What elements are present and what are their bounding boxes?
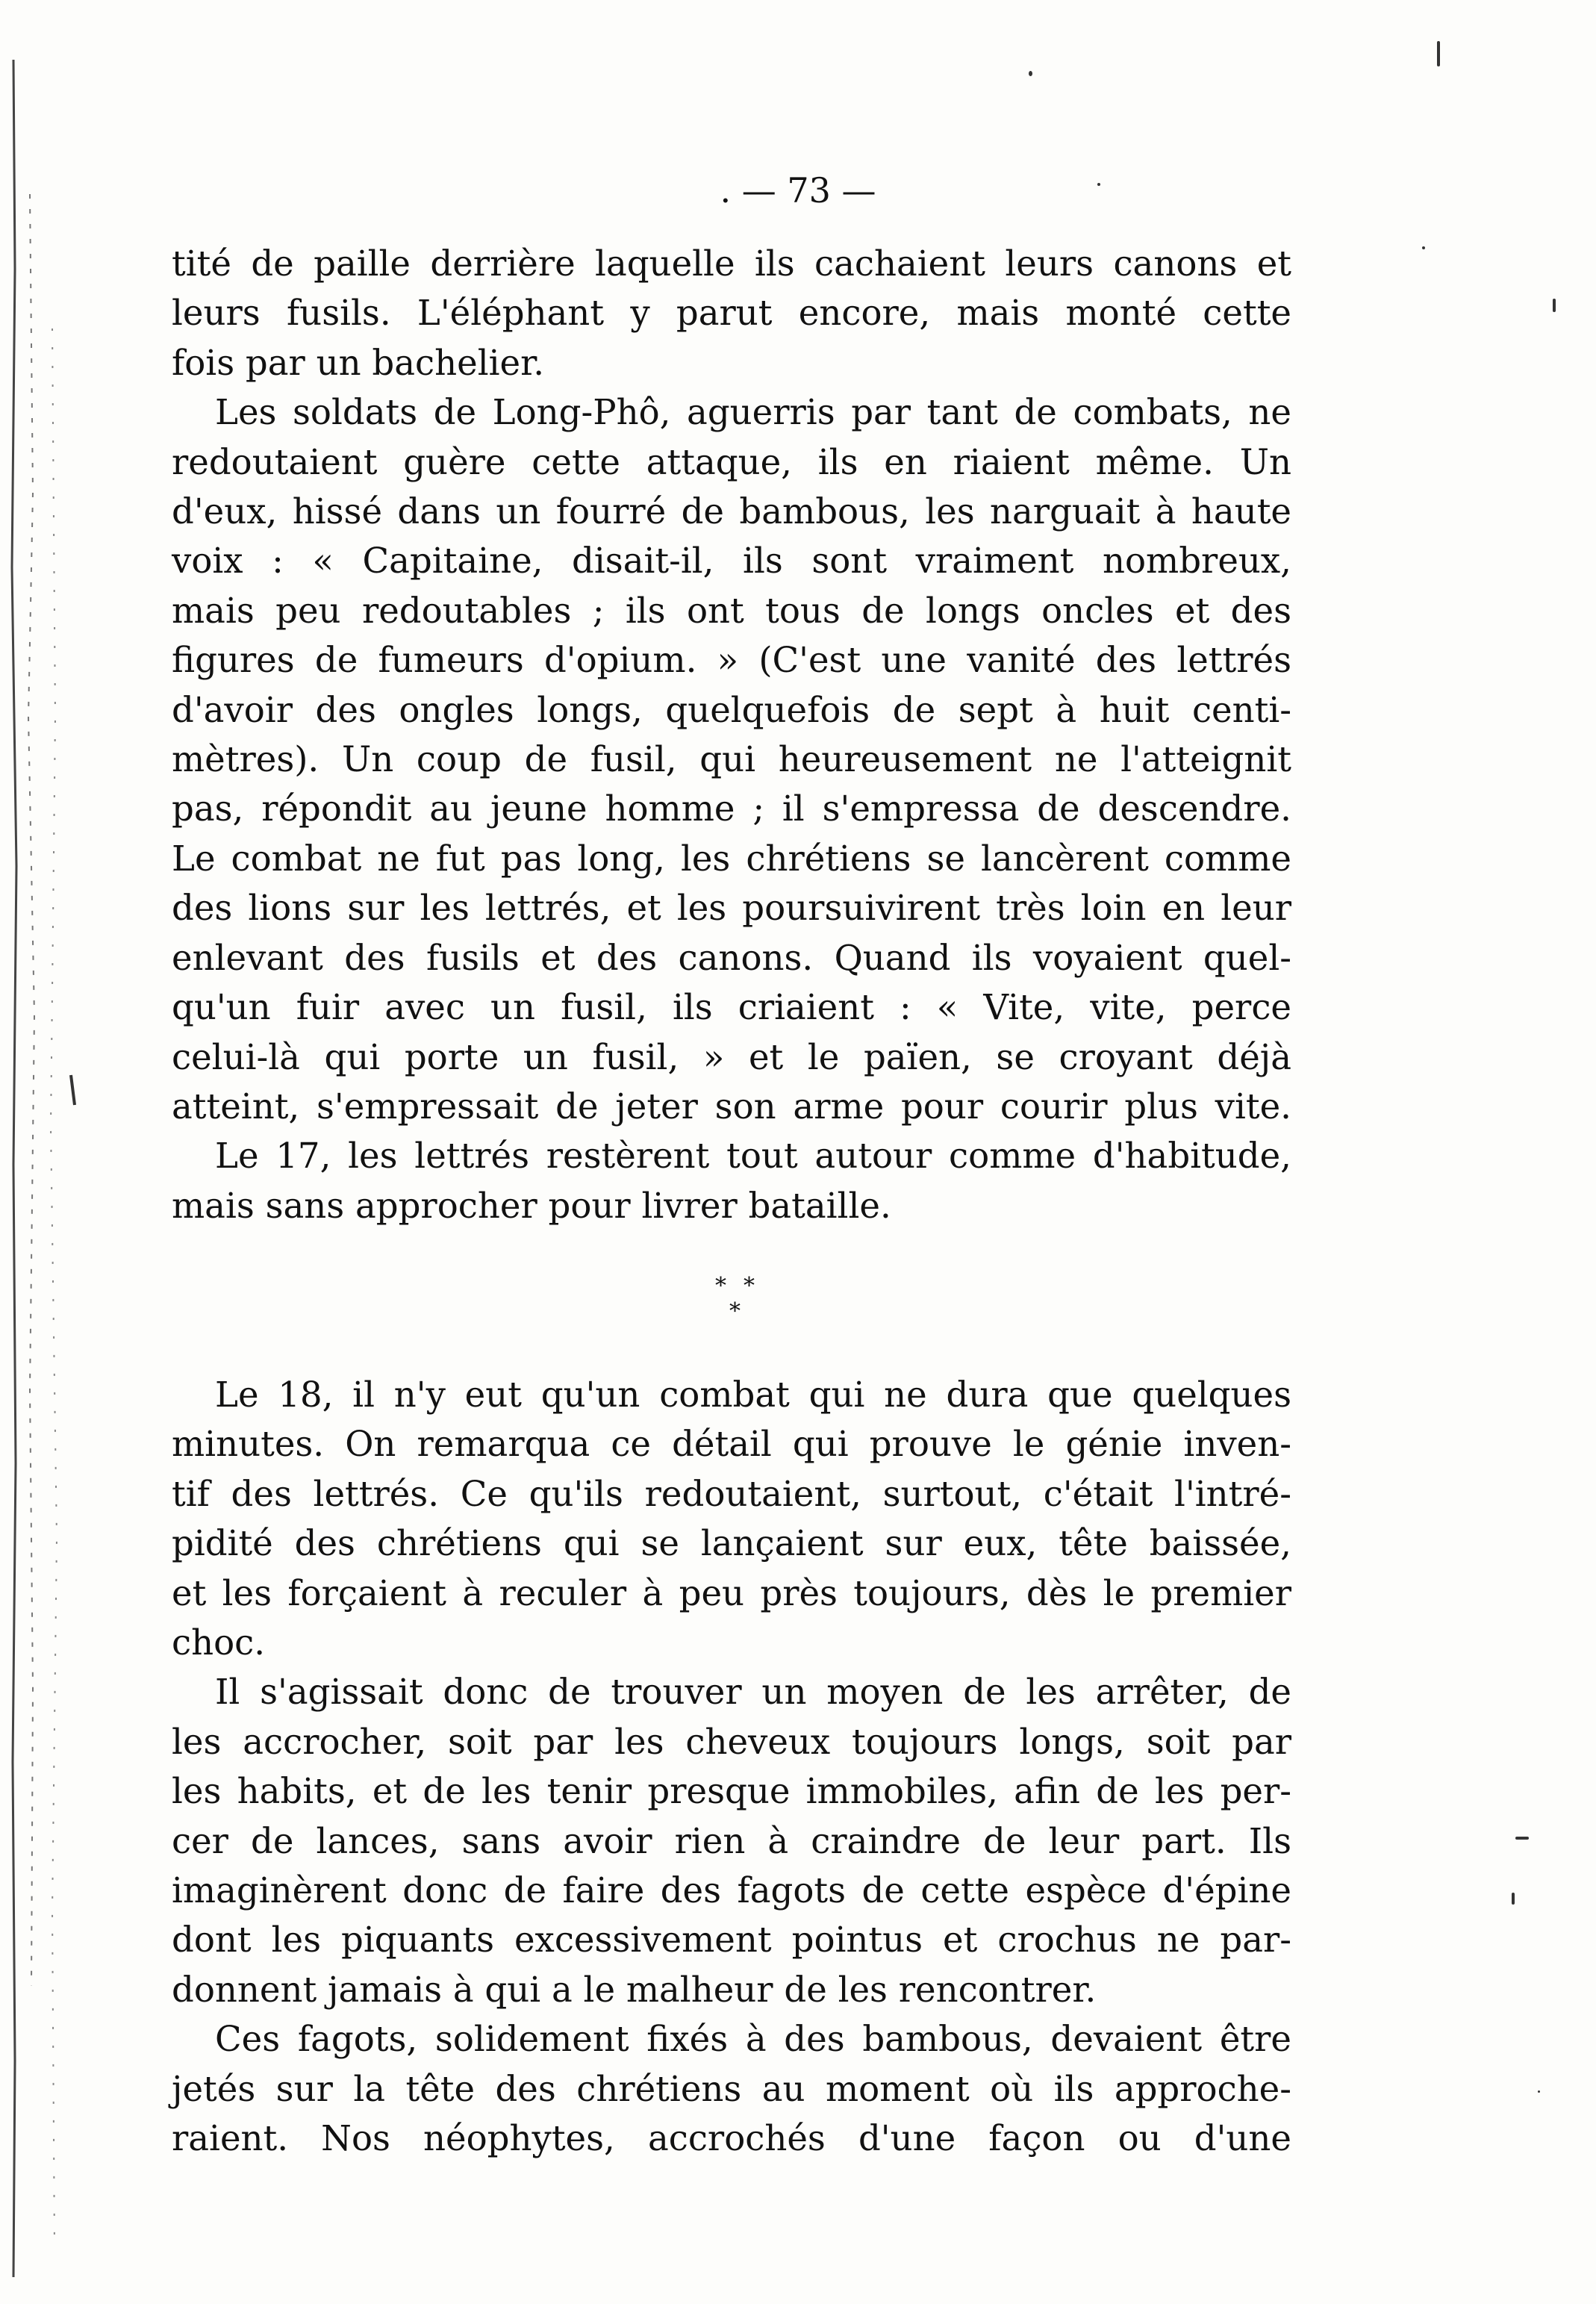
text-line: Ces fagots, solidement fixés à des bambous, devaient être	[215, 2019, 1291, 2060]
paragraph	[172, 2014, 1291, 2064]
text-line: dont les piquants excessivement pointus et crochus ne par-	[172, 1920, 1291, 1961]
text-line: les accrocher, soit par les cheveux toujours longs, soit par	[172, 1721, 1291, 1762]
text-line: pidité des chrétiens qui se lançaient sur eux, tête baissée,	[172, 1523, 1291, 1564]
paragraph	[172, 1131, 1291, 1180]
paragraph	[172, 387, 1291, 437]
scan-speck	[1437, 41, 1440, 66]
text-line: mais sans approcher pour livrer bataille.	[172, 1185, 891, 1226]
paragraph-continuation	[172, 1419, 1291, 1667]
text-line: figures de fumeurs d'opium. » (C'est une vanité des lettrés	[172, 640, 1291, 681]
text-line: Le combat ne fut pas long, les chrétiens se lancèrent comme	[172, 838, 1291, 879]
text-line: fois par un bachelier.	[172, 342, 545, 383]
asterism-icon	[0, 1269, 1596, 1329]
text-line: Le 18, il n'y eut qu'un combat qui ne dura que quelques	[215, 1374, 1291, 1415]
svg-text:*: *	[715, 1273, 726, 1299]
text-line: leurs fusils. L'éléphant y parut encore, mais monté cette	[172, 293, 1291, 334]
paragraph	[172, 239, 1291, 387]
svg-text:*: *	[744, 1273, 755, 1299]
paragraph-continuation	[172, 1181, 1291, 1230]
paragraph-continuation	[172, 438, 1291, 1132]
paragraph	[172, 1667, 1291, 1716]
text-line: enlevant des fusils et des canons. Quand ils voyaient quel-	[172, 937, 1291, 978]
text-line: Le 17, les lettrés restèrent tout autour comme d'habitude,	[215, 1136, 1291, 1177]
scan-speck	[1512, 1893, 1515, 1905]
text-line: donnent jamais à qui a le malheur de les rencontrer.	[172, 1969, 1097, 2010]
text-block-top	[172, 239, 1291, 1230]
text-line: des lions sur les lettrés, et les poursuivirent très loin en leur	[172, 888, 1291, 929]
text-line: d'avoir des ongles longs, quelquefois de sept à huit centi-	[172, 689, 1291, 730]
text-block-bottom	[172, 1370, 1291, 2164]
text-line: imaginèrent donc de faire des fagots de cette espèce d'épine	[172, 1870, 1291, 1911]
text-line: mètres). Un coup de fusil, qui heureusement ne l'atteignit	[172, 739, 1291, 780]
scan-speck	[1029, 71, 1032, 76]
text-line: mais peu redoutables ; ils ont tous de longs oncles et des	[172, 590, 1291, 631]
text-line: cer de lances, sans avoir rien à craindre de leur part. Ils	[172, 1820, 1291, 1861]
scan-speck	[1422, 246, 1425, 249]
paragraph-continuation	[172, 2064, 1291, 2164]
scan-speck	[1515, 1837, 1529, 1840]
text-line: celui-là qui porte un fusil, » et le païen, se croyant déjà	[172, 1036, 1291, 1077]
binding-edge-artifact	[0, 45, 82, 2285]
scan-speck	[1553, 299, 1556, 312]
scan-speck	[1097, 183, 1100, 186]
text-line: atteint, s'empressait de jeter son arme pour courir plus vite.	[172, 1086, 1291, 1127]
text-line: choc.	[172, 1622, 266, 1663]
page-number: . — 73 —	[720, 170, 876, 211]
text-line: les habits, et de les tenir presque immobiles, afin de les per-	[172, 1771, 1291, 1812]
scan-speck	[1538, 2090, 1540, 2093]
text-line: redoutaient guère cette attaque, ils en riaient même. Un	[172, 441, 1291, 482]
svg-text:*: *	[729, 1298, 741, 1324]
text-line: tif des lettrés. Ce qu'ils redoutaient, surtout, c'était l'intré-	[172, 1473, 1291, 1514]
paragraph-continuation	[172, 1717, 1291, 2014]
section-break	[0, 1269, 1596, 1329]
text-line: jetés sur la tête des chrétiens au moment où ils approche-	[172, 2068, 1291, 2109]
text-line: Les soldats de Long-Phô, aguerris par tant de combats, ne	[215, 392, 1291, 433]
text-line: et les forçaient à reculer à peu près toujours, dès le premier	[172, 1572, 1291, 1613]
text-line: minutes. On remarqua ce détail qui prouve le génie inven-	[172, 1424, 1291, 1465]
text-line: raient. Nos néophytes, accrochés d'une façon ou d'une	[172, 2118, 1291, 2159]
paragraph	[172, 1370, 1291, 1419]
text-line: d'eux, hissé dans un fourré de bambous, les narguait à haute	[172, 491, 1291, 532]
text-line: tité de paille derrière laquelle ils cachaient leurs canons et	[172, 243, 1291, 284]
text-line: Il s'agissait donc de trouver un moyen de les arrêter, de	[215, 1672, 1291, 1713]
text-line: pas, répondit au jeune homme ; il s'empressa de descendre.	[172, 788, 1291, 829]
text-line: voix : « Capitaine, disait-il, ils sont vraiment nombreux,	[172, 541, 1291, 582]
text-line: qu'un fuir avec un fusil, ils criaient : « Vite, vite, perce	[172, 987, 1291, 1028]
